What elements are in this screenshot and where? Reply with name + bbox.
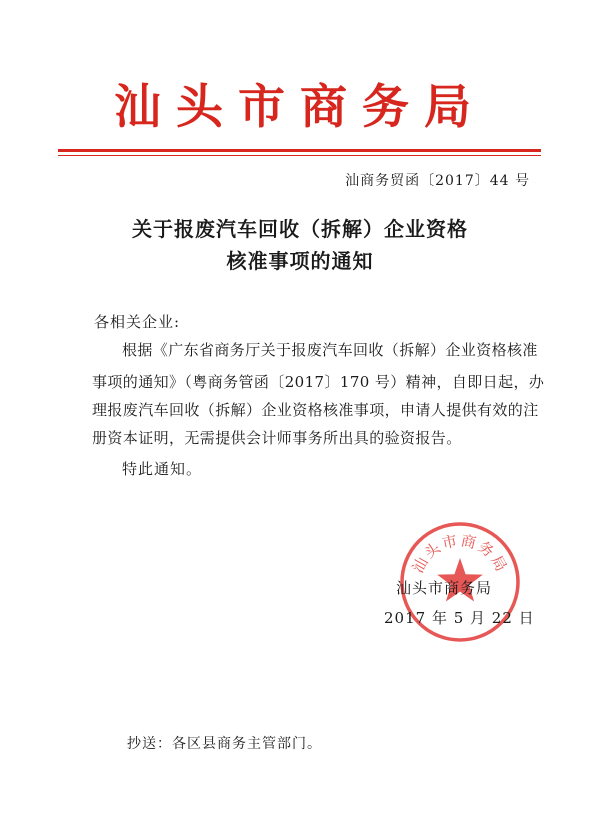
svg-text:汕头市商务局: 汕头市商务局 — [408, 531, 512, 577]
letterhead-divider-thin — [58, 155, 541, 156]
body-paragraph-line-4: 册资本证明，无需提供会计师事务所出具的验资报告。 — [92, 429, 462, 447]
cc-distribution: 抄送：各区县商务主管部门。 — [127, 736, 322, 752]
body-paragraph-line-2: 事项的通知》（粤商务管函〔2017〕170 号）精神，自即日起，办 — [92, 373, 545, 391]
body-paragraph-line-1: 根据《广东省商务厅关于报废汽车回收（拆解）企业资格核准 — [122, 341, 538, 359]
issuer-signature: 汕头市商务局 — [396, 579, 493, 597]
salutation: 各相关企业: — [94, 313, 181, 331]
document-title-line-2: 核准事项的通知 — [226, 249, 374, 273]
agency-letterhead-title: 汕头市商务局 — [114, 80, 486, 135]
document-number: 汕商务贸函〔2017〕44 号 — [345, 173, 530, 189]
letterhead-divider-thick — [58, 149, 541, 152]
body-paragraph-line-3: 理报废汽车回收（拆解）企业资格核准事项，申请人提供有效的注 — [92, 401, 539, 419]
closing-remark: 特此通知。 — [122, 460, 203, 478]
issue-date: 2017 年 5 月 22 日 — [384, 609, 535, 627]
document-title-line-1: 关于报废汽车回收（拆解）企业资格 — [132, 217, 468, 241]
